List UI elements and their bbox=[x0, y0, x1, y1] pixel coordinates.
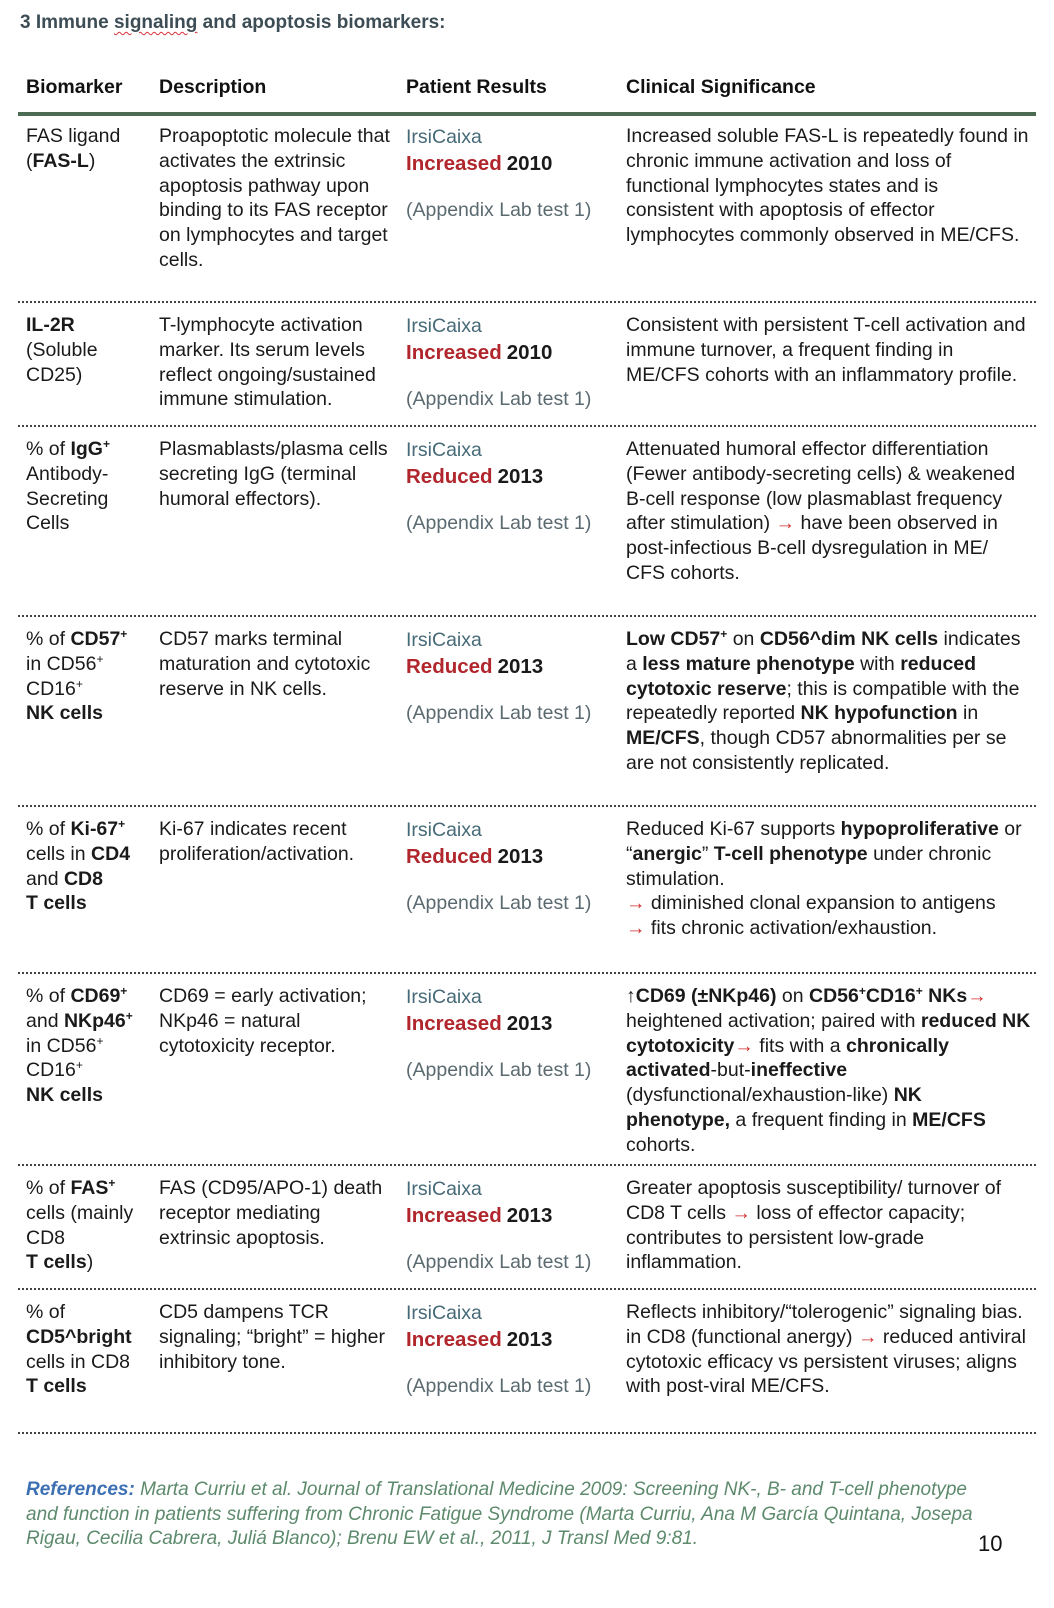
appendix-reference: (Appendix Lab test 1) bbox=[406, 1375, 592, 1397]
clinical-significance-cell: Reduced Ki-67 supports hypoproliferative or “anergic” T-cell phenotype under chronic stimulation. → diminished clonal expansion to antigens → fits chronic activation/exhaustion. bbox=[626, 818, 1022, 940]
patient-results-cell bbox=[406, 313, 621, 412]
result-year: 2013 bbox=[497, 655, 544, 678]
section-number: 3 bbox=[20, 12, 31, 33]
result-year: 2013 bbox=[497, 465, 544, 488]
patient-results-cell bbox=[406, 124, 621, 223]
patient-results-cell bbox=[406, 984, 621, 1083]
row-divider bbox=[18, 425, 1036, 427]
result-year: 2010 bbox=[506, 341, 553, 364]
row-divider bbox=[18, 972, 1036, 974]
description-cell: T-lymphocyte activation marker. Its serum levels reflect ongoing/sustained immune stimulation. bbox=[159, 314, 376, 411]
page-number: 10 bbox=[978, 1531, 1003, 1556]
patient-results-cell bbox=[406, 437, 621, 536]
biomarker-cell: % of Ki-67+ cells in CD4 and CD8 T cells bbox=[26, 817, 131, 915]
table-row bbox=[18, 1300, 1036, 1434]
biomarker-cell: % of IgG+ Antibody- Secreting Cells bbox=[26, 437, 110, 535]
patient-results-cell bbox=[406, 817, 621, 916]
appendix-reference: (Appendix Lab test 1) bbox=[406, 1251, 592, 1273]
result-line bbox=[406, 337, 621, 369]
references-label: References: bbox=[26, 1479, 135, 1500]
result-status: Increased bbox=[406, 1012, 502, 1035]
col-header-description: Description bbox=[159, 76, 267, 98]
appendix-reference: (Appendix Lab test 1) bbox=[406, 702, 592, 724]
result-line bbox=[406, 651, 621, 683]
table-row bbox=[18, 627, 1036, 807]
biomarker-cell: % of CD57+ in CD56+ CD16+ NK cells bbox=[26, 627, 128, 725]
result-year: 2013 bbox=[506, 1204, 553, 1227]
table-row bbox=[18, 313, 1036, 427]
biomarker-cell: % of CD5^bright cells in CD8 T cells bbox=[26, 1301, 132, 1398]
description-cell: CD69 = early activation; NKp46 = natural cytotoxicity receptor. bbox=[159, 985, 367, 1057]
appendix-reference: (Appendix Lab test 1) bbox=[406, 512, 592, 534]
result-line bbox=[406, 461, 621, 493]
patient-results-cell bbox=[406, 627, 621, 726]
row-divider bbox=[18, 301, 1036, 303]
result-status: Increased bbox=[406, 152, 502, 175]
row-divider bbox=[18, 805, 1036, 807]
clinical-significance-cell: Greater apoptosis susceptibility/ turnover of CD8 T cells → loss of effector capacity; contributes to persistent low-grade inflammation. bbox=[626, 1177, 1002, 1274]
table-row bbox=[18, 437, 1036, 617]
biomarker-cell: % of CD69+ and NKp46+ in CD56+ CD16+ NK cells bbox=[26, 984, 133, 1107]
biomarker-cell: FAS ligand (FAS-L) bbox=[26, 125, 121, 172]
patient-results-cell bbox=[406, 1176, 621, 1275]
row-divider bbox=[18, 1432, 1036, 1434]
table-row bbox=[18, 984, 1036, 1166]
lab-name: IrsiCaixa bbox=[406, 439, 482, 461]
description-cell: CD57 marks terminal maturation and cytotoxic reserve in NK cells. bbox=[159, 628, 371, 700]
clinical-significance-cell: Increased soluble FAS-L is repeatedly found in chronic immune activation and loss of functional lymphocytes states and is consistent with apoptosis of effector lymphocytes commonly observed in ME/CFS. bbox=[626, 125, 1029, 247]
lab-name: IrsiCaixa bbox=[406, 1178, 482, 1200]
clinical-significance-cell: Low CD57+ on CD56^dim NK cells indicates a less mature phenotype with reduced cytotoxic reserve; this is compatible with the repeatedly reported NK hypofunction in ME/CFS, though CD57 abnormalities per se are not consistently replicated. bbox=[626, 627, 1021, 774]
biomarker-cell: IL-2R (Soluble CD25) bbox=[26, 314, 98, 386]
lab-name: IrsiCaixa bbox=[406, 986, 482, 1008]
clinical-significance-cell: Consistent with persistent T-cell activation and immune turnover, a frequent finding in ME/CFS cohorts with an inflammatory profile. bbox=[626, 314, 1026, 386]
result-year: 2010 bbox=[506, 152, 553, 175]
lab-name: IrsiCaixa bbox=[406, 819, 482, 841]
references-text: Marta Curriu et al. Journal of Translational Medicine 2009: Screening NK-, B- and T-cell phenotype and function in patients suffering from Chronic Fatigue Syndrome (Marta Curriu, Ana M García Quintana, Josepa Rigau, Cecilia Cabrera, Juliá Blanco); Brenu EW et al., 2011, J Transl Med 9:81. bbox=[26, 1479, 973, 1549]
appendix-reference: (Appendix Lab test 1) bbox=[406, 1059, 592, 1081]
result-line bbox=[406, 1324, 621, 1356]
clinical-significance-cell: ↑CD69 (±NKp46) on CD56+CD16+ NKs→ heightened activation; paired with reduced NK cytotoxicity→ fits with a chronically activated-but-ineffective (dysfunctional/exhaustion-like) NK phenotype, a frequent finding in ME/CFS cohorts. bbox=[626, 984, 1031, 1156]
result-line bbox=[406, 1200, 621, 1232]
heading-pre: Immune bbox=[35, 12, 114, 33]
result-status: Increased bbox=[406, 1204, 502, 1227]
appendix-reference: (Appendix Lab test 1) bbox=[406, 199, 592, 221]
result-year: 2013 bbox=[506, 1328, 553, 1351]
header-rule bbox=[18, 112, 1036, 116]
table-row bbox=[18, 124, 1036, 303]
patient-results-cell bbox=[406, 1300, 621, 1399]
appendix-reference: (Appendix Lab test 1) bbox=[406, 892, 592, 914]
result-status: Reduced bbox=[406, 845, 493, 868]
appendix-reference: (Appendix Lab test 1) bbox=[406, 388, 592, 410]
col-header-patient-results: Patient Results bbox=[406, 76, 547, 98]
biomarker-cell: % of FAS+ cells (mainly CD8 T cells) bbox=[26, 1176, 134, 1274]
result-year: 2013 bbox=[506, 1012, 553, 1035]
result-line bbox=[406, 1008, 621, 1040]
description-cell: Proapoptotic molecule that activates the extrinsic apoptosis pathway upon binding to its FAS receptor on lymphocytes and target cells. bbox=[159, 125, 390, 271]
lab-name: IrsiCaixa bbox=[406, 1302, 482, 1324]
lab-name: IrsiCaixa bbox=[406, 315, 482, 337]
result-status: Reduced bbox=[406, 655, 493, 678]
clinical-significance-cell: Reflects inhibitory/“tolerogenic” signaling bias. in CD8 (functional anergy) → reduced antiviral cytotoxic efficacy vs persistent viruses; aligns with post-viral ME/CFS. bbox=[626, 1301, 1026, 1398]
heading-post: and apoptosis biomarkers: bbox=[197, 12, 446, 33]
references bbox=[26, 1478, 986, 1552]
col-header-biomarker: Biomarker bbox=[26, 76, 123, 98]
result-status: Increased bbox=[406, 341, 502, 364]
result-status: Reduced bbox=[406, 465, 493, 488]
row-divider bbox=[18, 1164, 1036, 1166]
description-cell: FAS (CD95/APO-1) death receptor mediating extrinsic apoptosis. bbox=[159, 1177, 383, 1249]
col-header-clinical-significance: Clinical Significance bbox=[626, 76, 816, 98]
description-cell: Plasmablasts/plasma cells secreting IgG (terminal humoral effectors). bbox=[159, 438, 388, 510]
row-divider bbox=[18, 615, 1036, 617]
result-year: 2013 bbox=[497, 845, 544, 868]
table-row bbox=[18, 817, 1036, 974]
table-row bbox=[18, 1176, 1036, 1290]
result-line bbox=[406, 841, 621, 873]
result-status: Increased bbox=[406, 1328, 502, 1351]
row-divider bbox=[18, 1288, 1036, 1290]
section-heading bbox=[20, 12, 446, 34]
description-cell: CD5 dampens TCR signaling; “bright” = higher inhibitory tone. bbox=[159, 1301, 386, 1373]
clinical-significance-cell: Attenuated humoral effector differentiation (Fewer antibody-secreting cells) & weakened B-cell response (low plasmablast frequency after stimulation) → have been observed in post-infectious B-cell dysregulation in ME/ CFS cohorts. bbox=[626, 438, 1016, 584]
lab-name: IrsiCaixa bbox=[406, 126, 482, 148]
result-line bbox=[406, 148, 621, 180]
spellcheck-word[interactable]: signaling bbox=[113, 12, 198, 33]
description-cell: Ki-67 indicates recent proliferation/activation. bbox=[159, 818, 355, 865]
lab-name: IrsiCaixa bbox=[406, 629, 482, 651]
